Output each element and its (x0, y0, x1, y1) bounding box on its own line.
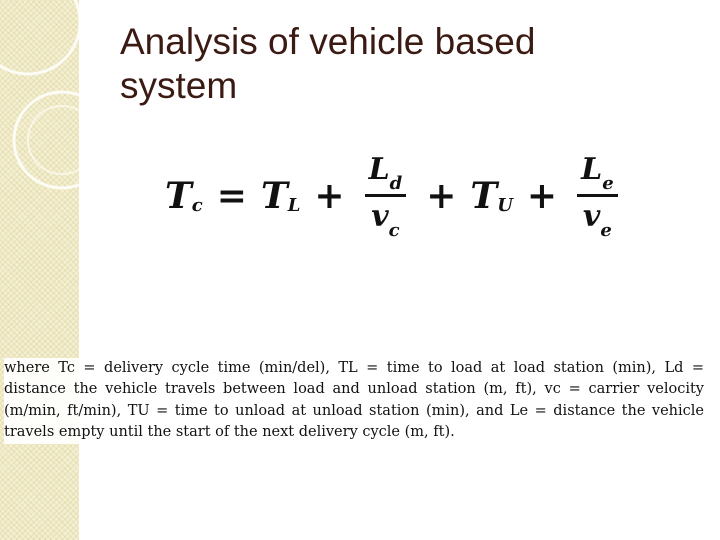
eq-frac1-den: v (371, 199, 389, 234)
eq-unload-time-sub: U (497, 195, 513, 216)
eq-load-time: T (260, 174, 288, 217)
eq-frac1-bar (365, 194, 407, 197)
delivery-cycle-equation (165, 148, 624, 243)
eq-lhs-sub: c (191, 195, 203, 216)
slide-title (120, 20, 680, 108)
variable-definitions: where Tc = delivery cycle time (min/del), TL = time to load at load station (min), Ld = distance the vehicle travels between load and unload station (m, ft), vc = carrier velocity (m/min, ft/min), TU = time to unload at unload station (min), and Le = distance the vehicle travels empty until the start of the next delivery cycle (m, ft). (4, 358, 704, 444)
eq-frac2-den: v (582, 199, 601, 234)
eq-fraction-empty (577, 152, 618, 239)
slide-title-line-2: system (120, 65, 238, 106)
eq-frac1-num: L (368, 152, 390, 187)
eq-load-time-sub: L (287, 195, 301, 216)
eq-frac2-den-sub: e (600, 220, 612, 241)
eq-lhs: T (165, 174, 192, 217)
eq-plus-1: + (314, 174, 345, 217)
eq-unload-time: T (470, 174, 498, 217)
eq-fraction-delivery (365, 152, 407, 239)
eq-plus-3: + (526, 174, 558, 217)
slide-title-line-1: Analysis of vehicle based (120, 21, 536, 62)
eq-frac1-num-sub: d (389, 173, 403, 194)
eq-frac2-num-sub: e (602, 173, 614, 194)
eq-frac1-den-sub: c (388, 220, 400, 241)
eq-frac2-num: L (581, 152, 603, 187)
eq-frac2-bar (577, 194, 618, 197)
eq-equals: = (216, 174, 247, 217)
eq-plus-2: + (426, 174, 457, 217)
